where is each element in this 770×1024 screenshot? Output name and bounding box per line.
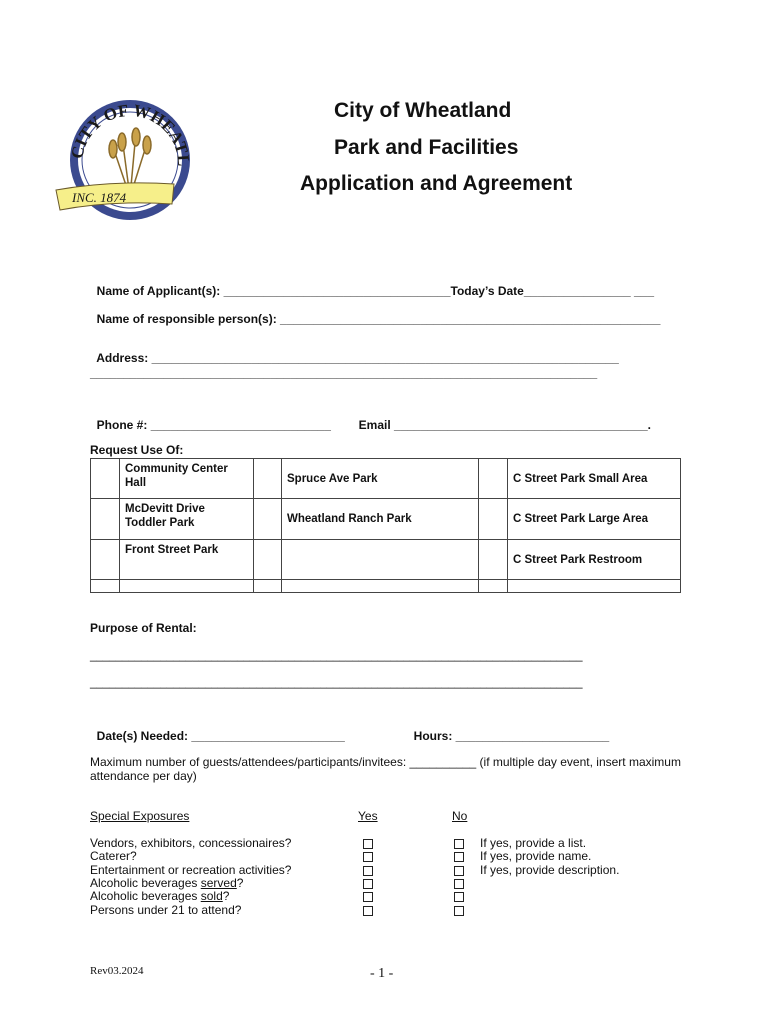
no-checkbox[interactable] [454,839,464,849]
responsible-label: Name of responsible person(s): [96,312,281,326]
no-checkbox[interactable] [454,866,464,876]
exposure-label: Persons under 21 to attend? [90,902,242,917]
request-table [90,458,681,593]
hours-label: Hours: [413,729,456,743]
phone-label: Phone #: [96,418,151,432]
exposure-label-part: ? [236,875,244,890]
applicant-label: Name of Applicant(s): [96,284,224,298]
checkbox-cell[interactable] [254,499,282,540]
request-heading: Request Use Of: [90,443,184,457]
exposure-note: If yes, provide description. [480,862,620,877]
checkbox-cell[interactable] [91,499,120,540]
hours-field[interactable]: _______________________ [455,729,610,743]
yes-checkbox[interactable] [363,892,373,902]
request-option: C Street Park Large Area [508,499,681,540]
revision-label: Rev03.2024 [90,965,144,977]
exposure-label-part: ? [222,889,230,904]
dates-row [90,715,345,743]
exposure-question [90,836,291,850]
email-field[interactable]: ______________________________________. [394,418,651,432]
empty-cell [508,580,681,593]
no-checkbox[interactable] [454,906,464,916]
exposure-label: Caterer? [90,849,137,864]
title-park: Park and Facilities [334,136,519,159]
exposure-question [90,903,241,917]
request-option: Community Center Hall [120,459,254,499]
email-row [352,404,651,432]
max-guests-text: Maximum number of guests/attendees/participants/invitees: __________ (if multiple day event, insert maximum [90,755,681,769]
checkbox-cell[interactable] [479,580,508,593]
request-option: Front Street Park [120,540,254,580]
exposure-question [90,889,229,903]
empty-cell [120,580,254,593]
checkbox-cell[interactable] [479,459,508,499]
exposure-note: If yes, provide a list. [480,836,587,850]
max-guests-text-2: attendance per day) [90,769,197,783]
hours-row [407,715,609,743]
empty-cell [282,580,479,593]
checkbox-cell[interactable] [479,499,508,540]
checkbox-cell[interactable] [254,580,282,593]
exposure-note: If yes, provide name. [480,849,592,864]
yes-checkbox[interactable] [363,866,373,876]
checkbox-cell[interactable] [254,459,282,499]
exposures-heading: Special Exposures [90,809,190,823]
request-option: McDevitt Drive Toddler Park [120,499,254,540]
seal-banner-text: INC. 1874 [72,190,127,205]
dates-field[interactable]: _______________________ [191,729,345,743]
purpose-heading: Purpose of Rental: [90,621,197,635]
phone-field[interactable]: ___________________________ [150,418,331,432]
exposure-label-part: Alcoholic beverages [90,889,201,904]
purpose-field-2[interactable]: _____________________________________________________________________________ [90,677,583,689]
address-label: Address: [96,351,152,365]
purpose-field-1[interactable]: _____________________________________________________________________________ [90,650,583,662]
checkbox-cell[interactable] [91,540,120,580]
city-seal-logo [52,92,212,222]
no-column-heading: No [452,809,468,823]
checkbox-cell[interactable] [479,540,508,580]
today-date-field[interactable]: ________________ ___ [523,284,654,298]
title-application: Application and Agreement [300,172,573,195]
seal-ring-text: CITY OF WHEATL [67,100,194,167]
request-option: Wheatland Ranch Park [282,499,479,540]
request-option: Spruce Ave Park [282,459,479,499]
today-date-label: Today’s Date [450,284,524,298]
request-option: C Street Park Restroom [508,540,681,580]
yes-checkbox[interactable] [363,906,373,916]
page-number: - 1 - [370,966,394,981]
no-checkbox[interactable] [454,892,464,902]
address-field-2[interactable]: ____________________________________________________________________________ [90,366,598,380]
applicant-row [90,270,654,298]
yes-column-heading: Yes [358,809,378,823]
exposure-label: Vendors, exhibitors, concessionaires? [90,836,292,850]
no-checkbox[interactable] [454,852,464,862]
request-option [282,540,479,580]
exposure-label-part: sold [200,889,223,904]
exposure-question [90,863,291,877]
yes-checkbox[interactable] [363,879,373,889]
exposure-label-part: Alcoholic beverages [90,875,201,890]
exposure-question [90,876,243,890]
exposure-question [90,849,137,863]
no-checkbox[interactable] [454,879,464,889]
address-field-1[interactable]: ______________________________________________________________________ [151,351,619,365]
phone-row [90,404,331,432]
checkbox-cell[interactable] [254,540,282,580]
checkbox-cell[interactable] [91,580,120,593]
title-city: City of Wheatland [334,99,512,122]
dates-label: Date(s) Needed: [96,729,192,743]
responsible-row [90,298,660,326]
address-row [90,337,619,365]
exposure-label: Entertainment or recreation activities? [90,862,292,877]
exposure-label-part: served [200,875,237,890]
request-option: C Street Park Small Area [508,459,681,499]
responsible-field[interactable]: _________________________________________________________ [280,312,661,326]
email-label: Email [358,418,395,432]
yes-checkbox[interactable] [363,852,373,862]
checkbox-cell[interactable] [91,459,120,499]
yes-checkbox[interactable] [363,839,373,849]
applicant-field[interactable]: __________________________________ [223,284,451,298]
